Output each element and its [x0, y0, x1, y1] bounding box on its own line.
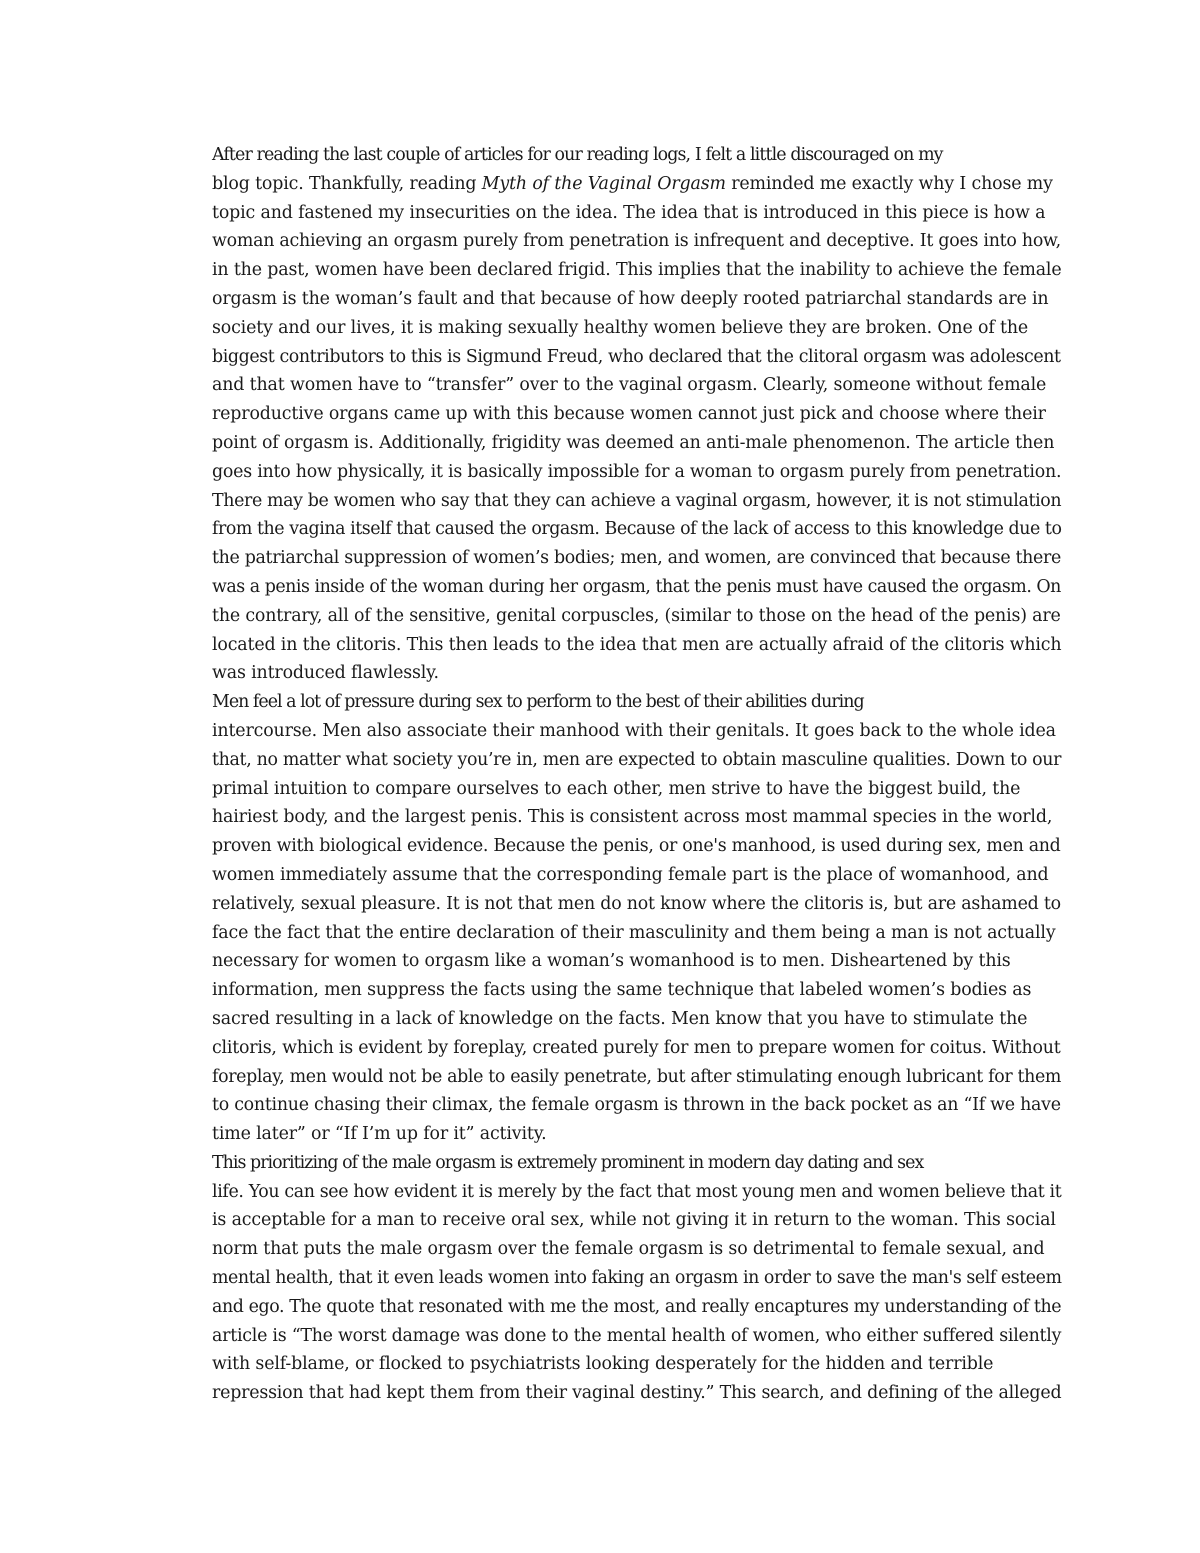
text-segment: time later” or “If I’m up for it” activity. [212, 1124, 547, 1145]
text-segment: is acceptable for a man to receive oral sex, while not giving it in return to the woman. This social [212, 1210, 1056, 1231]
text-segment: the patriarchal suppression of women’s bodies; men, and women, are convinced that because there [212, 548, 1061, 569]
paragraph-2 [141, 688, 1061, 1149]
text-segment: Men feel a lot of pressure during sex to perform to the best of their abilities during [212, 692, 864, 713]
essay-body [141, 141, 1061, 1408]
text-segment: to continue chasing their climax, the female orgasm is thrown in the back pocket as an “If we have [212, 1095, 1061, 1116]
text-segment: foreplay, men would not be able to easily penetrate, but after stimulating enough lubricant for them [212, 1066, 1062, 1087]
text-line [141, 1005, 1061, 1034]
text-line [141, 717, 1061, 746]
text-line [141, 976, 1061, 1005]
text-segment: norm that puts the male orgasm over the female orgasm is so detrimental to female sexual, and [212, 1239, 1045, 1260]
text-line [141, 1379, 1061, 1408]
text-line [141, 803, 1061, 832]
text-segment: information, men suppress the facts using the same technique that labeled women’s bodies as [212, 980, 1032, 1001]
text-segment: and that women have to “transfer” over to the vaginal orgasm. Clearly, someone without female [212, 375, 1047, 396]
text-line [141, 919, 1061, 948]
text-line [141, 573, 1061, 602]
text-line [141, 1120, 1061, 1149]
text-segment: goes into how physically, it is basically impossible for a woman to orgasm purely from penetration. [212, 461, 1062, 482]
text-segment: clitoris, which is evident by foreplay, created purely for men to prepare women for coitus. Without [212, 1037, 1061, 1058]
text-segment: face the fact that the entire declaration of their masculinity and them being a man is not actually [212, 922, 1056, 943]
text-line [141, 371, 1061, 400]
text-segment: with self-blame, or flocked to psychiatrists looking desperately for the hidden and terrible [212, 1354, 994, 1375]
text-line [141, 285, 1061, 314]
text-line [141, 947, 1061, 976]
text-line [141, 1178, 1061, 1207]
text-segment: blog topic. Thankfully, reading [212, 173, 482, 194]
text-line [141, 1063, 1061, 1092]
text-segment: reminded me exactly why I chose my [725, 173, 1053, 194]
text-line [141, 775, 1061, 804]
text-segment: This prioritizing of the male orgasm is extremely prominent in modern day dating and sex [212, 1152, 924, 1173]
text-segment: point of orgasm is. Additionally, frigidity was deemed an anti-male phenomenon. The article then [212, 432, 1055, 453]
text-segment: necessary for women to orgasm like a woman’s womanhood is to men. Disheartened by this [212, 951, 1011, 972]
text-segment: intercourse. Men also associate their manhood with their genitals. It goes back to the whole idea [212, 720, 1056, 741]
text-segment: the contrary, all of the sensitive, genital corpuscles, (similar to those on the head of the penis) are [212, 605, 1061, 626]
text-segment: was a penis inside of the woman during her orgasm, that the penis must have caused the orgasm. On [212, 576, 1061, 597]
text-segment: There may be women who say that they can achieve a vaginal orgasm, however, it is not stimulation [212, 490, 1062, 511]
text-segment: relatively, sexual pleasure. It is not that men do not know where the clitoris is, but are ashamed to [212, 893, 1061, 914]
text-line [141, 659, 1061, 688]
text-segment: After reading the last couple of articles for our reading logs, I felt a little discouraged on my [212, 145, 943, 165]
article-title: Myth of the Vaginal Orgasm [481, 173, 726, 194]
text-line [141, 1091, 1061, 1120]
text-line [141, 1264, 1061, 1293]
text-segment: women immediately assume that the corresponding female part is the place of womanhood, and [212, 864, 1049, 885]
text-line [141, 1235, 1061, 1264]
text-line [141, 1034, 1061, 1063]
text-segment: primal intuition to compare ourselves to each other, men strive to have the biggest build, the [212, 778, 1021, 799]
text-line [141, 400, 1061, 429]
text-segment: woman achieving an orgasm purely from penetration is infrequent and deceptive. It goes into how, [212, 231, 1061, 252]
text-line [141, 515, 1061, 544]
text-line [141, 631, 1061, 660]
text-line [141, 343, 1061, 372]
text-segment: topic and fastened my insecurities on the idea. The idea that is introduced in this piece is how a [212, 202, 1046, 223]
text-segment: biggest contributors to this is Sigmund Freud, who declared that the clitoral orgasm was adolescent [212, 346, 1061, 367]
text-segment: article is “The worst damage was done to the mental health of women, who either suffered silently [212, 1325, 1062, 1346]
text-line [141, 314, 1061, 343]
text-segment: mental health, that it even leads women into faking an orgasm in order to save the man's self esteem [212, 1268, 1062, 1289]
text-line [141, 544, 1061, 573]
text-segment: located in the clitoris. This then leads to the idea that men are actually afraid of the clitoris which [212, 634, 1062, 655]
text-line [141, 832, 1061, 861]
text-line [141, 170, 1061, 199]
text-segment: in the past, women have been declared frigid. This implies that the inability to achieve the female [212, 260, 1062, 281]
text-line [141, 688, 1061, 717]
text-segment: that, no matter what society you’re in, men are expected to obtain masculine qualities. Down to our [212, 749, 1062, 770]
text-line [141, 861, 1061, 890]
text-segment: proven with biological evidence. Because the penis, or one's manhood, is used during sex, men and [212, 836, 1061, 857]
text-line [141, 199, 1061, 228]
text-segment: repression that had kept them from their vaginal destiny.” This search, and defining of the alleged [212, 1383, 1062, 1404]
text-line [141, 890, 1061, 919]
text-segment: society and our lives, it is making sexually healthy women believe they are broken. One of the [212, 317, 1029, 338]
text-line [141, 458, 1061, 487]
paragraph-1 [141, 141, 1061, 688]
text-line [141, 1293, 1061, 1322]
text-line [141, 487, 1061, 516]
text-line [141, 429, 1061, 458]
text-segment: from the vagina itself that caused the orgasm. Because of the lack of access to this knowledge due to [212, 519, 1062, 540]
text-segment: reproductive organs came up with this because women cannot just pick and choose where their [212, 404, 1046, 425]
text-line [141, 141, 1061, 170]
text-line [141, 1149, 1061, 1178]
text-segment: was introduced flawlessly. [212, 663, 439, 684]
text-line [141, 1322, 1061, 1351]
text-segment: and ego. The quote that resonated with me the most, and really encaptures my understanding of the [212, 1296, 1062, 1317]
text-line [141, 746, 1061, 775]
text-line [141, 1350, 1061, 1379]
paragraph-3 [141, 1149, 1061, 1408]
text-segment: hairiest body, and the largest penis. This is consistent across most mammal species in the world, [212, 807, 1053, 828]
text-line [141, 256, 1061, 285]
text-line [141, 602, 1061, 631]
text-segment: orgasm is the woman’s fault and that because of how deeply rooted patriarchal standards are in [212, 288, 1049, 309]
text-line [141, 1206, 1061, 1235]
text-segment: sacred resulting in a lack of knowledge on the facts. Men know that you have to stimulate the [212, 1008, 1028, 1029]
text-segment: life. You can see how evident it is merely by the fact that most young men and women believe that it [212, 1181, 1062, 1202]
text-line [141, 227, 1061, 256]
